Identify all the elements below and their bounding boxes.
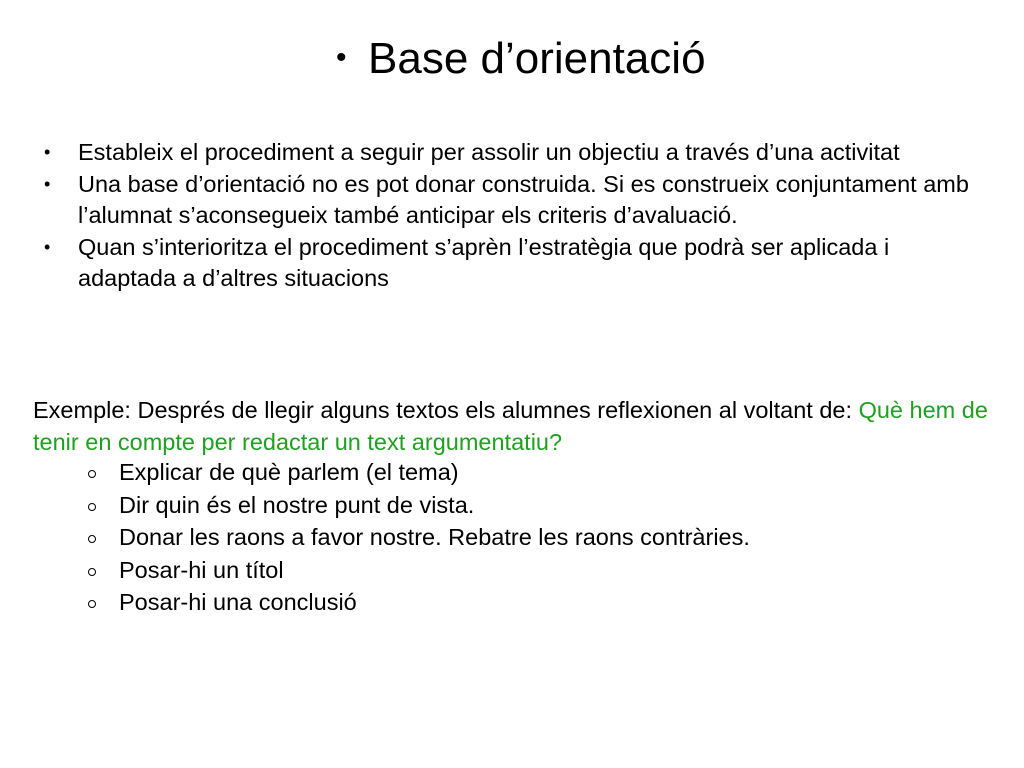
slide-title bbox=[336, 28, 706, 89]
step-text: Explicar de què parlem (el tema) bbox=[119, 459, 459, 485]
bullet-list bbox=[42, 137, 992, 295]
step-item bbox=[86, 554, 750, 587]
step-item bbox=[86, 456, 750, 489]
circle-bullet-icon bbox=[88, 503, 96, 511]
step-item bbox=[86, 489, 750, 522]
bullet-text: Una base d’orientació no es pot donar construida. Si es construeix conjuntament amb l’alumnat s’aconsegueix també anticipar els criteris d’avaluació. bbox=[78, 170, 969, 228]
step-item bbox=[86, 586, 750, 619]
slide-title-text: Base d’orientació bbox=[368, 34, 706, 83]
example-question: Què hem de tenir en compte per redactar un text argumentatiu? bbox=[33, 397, 988, 455]
example-paragraph bbox=[33, 395, 1008, 458]
circle-bullet-icon bbox=[88, 470, 96, 478]
bullet-dot: • bbox=[44, 236, 51, 257]
bullet-item bbox=[42, 169, 992, 232]
circle-bullet-icon bbox=[88, 568, 96, 576]
bullet-dot: • bbox=[44, 142, 51, 162]
bullet-item bbox=[42, 137, 992, 169]
steps-list bbox=[86, 456, 750, 619]
bullet-text: Estableix el procediment a seguir per assolir un objectiu a través d’una activitat bbox=[78, 139, 900, 165]
step-text: Posar-hi un títol bbox=[119, 556, 284, 583]
bullet-text: Quan s’interioritza el procediment s’aprèn l’estratègia que podrà ser aplicada i adaptada a d’altres situacions bbox=[78, 233, 890, 291]
step-item bbox=[86, 521, 750, 554]
bullet-item bbox=[42, 232, 992, 295]
step-text: Posar-hi una conclusió bbox=[119, 589, 357, 615]
circle-bullet-icon bbox=[88, 535, 96, 543]
title-bullet: • bbox=[336, 41, 347, 74]
circle-bullet-icon bbox=[88, 600, 96, 608]
bullet-dot: • bbox=[44, 173, 51, 194]
step-text: Donar les raons a favor nostre. Rebatre les raons contràries. bbox=[119, 524, 750, 550]
step-text: Dir quin és el nostre punt de vista. bbox=[119, 491, 475, 518]
example-intro: Exemple: Després de llegir alguns textos els alumnes reflexionen al voltant de: bbox=[33, 397, 859, 423]
